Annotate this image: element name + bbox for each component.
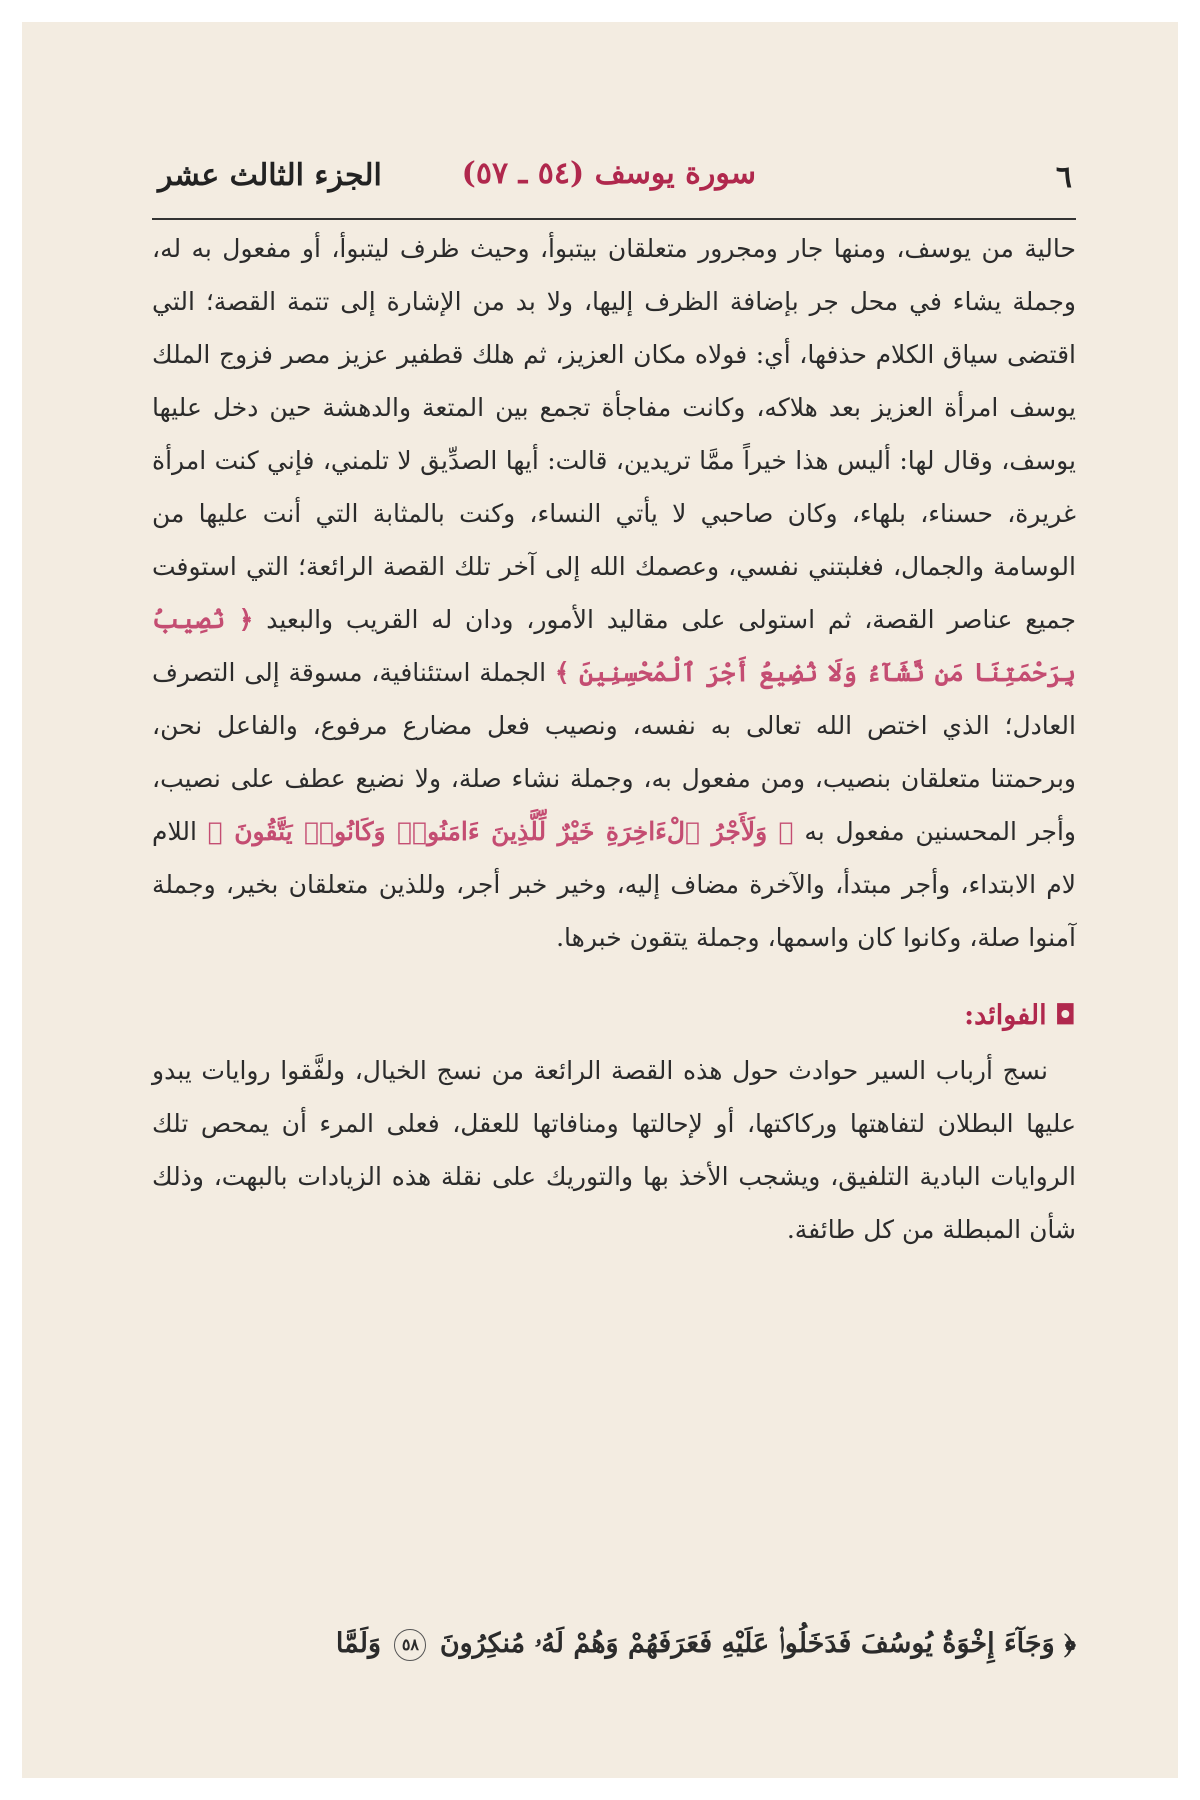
footer-verse <box>132 1628 1076 1661</box>
commentary-text-a: حالية من يوسف، ومنها جار ومجرور متعلقان بيتبوأ، وحيث ظرف ليتبوأ، أو مفعول به له، وجملة يشاء في محل جر بإضافة الظرف إليها، ولا بد من الإشارة إلى تتمة القصة؛ التي اقتضى سياق الكلام حذفها، أي: فولاه مكان العزيز، ثم هلك قطفير عزيز مصر فزوج الملك يوسف امرأة العزيز بعد هلاكه، وكانت مفاجأة تجمع بين المتعة والدهشة حين دخل عليها يوسف، وقال لها: أليس هذا خيراً ممَّا تريدين، قالت: أيها الصدِّيق لا تلمني، فإني كنت امرأة غريرة، حسناء، بلهاء، وكان صاحبي لا يأتي النساء، وكنت بالمثابة التي أنت عليها من الوسامة والجمال، فغلبتني نفسي، وعصمك الله إلى آخر تلك القصة الرائعة؛ التي استوفت جميع عناصر القصة، ثم استولى على مقاليد الأمور، ودان له القريب والبعيد <box>152 234 1077 634</box>
commentary-text-c: اللام لام الابتداء، وأجر مبتدأ، والآخرة مضاف إليه، وخير خبر أجر، وللذين متعلقان بخير، وجملة آمنوا صلة، وكانوا كان واسمها، وجملة يتقون خبرها. <box>152 817 1076 952</box>
ayah-number-marker: ٥٨ <box>394 1629 426 1661</box>
page-body <box>152 222 1076 1256</box>
fawaid-bullet-icon: ◘ <box>1054 1000 1076 1031</box>
part-title: الجزء الثالث عشر <box>158 158 382 193</box>
page-number: ٦ <box>1055 160 1072 195</box>
fawaid-heading <box>152 988 1076 1044</box>
surah-title: سورة يوسف (٥٤ ـ ٥٧) <box>461 156 756 191</box>
quran-quote-2: ﴿ وَلَأَجْرُ ٱلْءَاخِرَةِ خَيْرٌ لِّلَّذِينَ ءَامَنُوا۟ وَكَانُوا۟ يَتَّقُونَ ﴾ <box>207 817 794 846</box>
commentary-paragraph <box>152 222 1076 964</box>
footer-verse-continuation: وَلَمَّا <box>335 1628 381 1659</box>
fawaid-paragraph: نسج أرباب السير حوادث حول هذه القصة الرائعة من نسج الخيال، ولفَّقوا روايات يبدو عليها البطلان لتفاهتها وركاكتها، أو لإحالتها ومنافاتها للعقل، فعلى المرء أن يمحص تلك الروايات البادية التلفيق، ويشجب الأخذ بها والتوريك على نقلة هذه الزيادات بالبهت، وذلك شأن المبطلة من كل طائفة. <box>152 1056 1076 1244</box>
fawaid-title: الفوائد: <box>964 1000 1047 1031</box>
book-page <box>22 22 1178 1778</box>
page-header <box>152 146 1076 220</box>
commentary-text-b: الجملة استئنافية، مسوقة إلى التصرف العادل؛ الذي اختص الله تعالى به نفسه، ونصيب فعل مضارع مرفوع، والفاعل نحن، وبرحمتنا متعلقان بنصيب، ومن مفعول به، وجملة نشاء صلة، ولا نضيع عطف على نصيب، وأجر المحسنين مفعول به <box>152 658 1076 846</box>
quran-quote-1: ﴿ نُصِيبُ بِرَحْمَتِنَا مَن نَّشَآءُ وَلَا نُضِيعُ أَجْرَ ٱلْمُحْسِنِينَ ﴾ <box>152 605 1076 687</box>
footer-verse-text: ﴿ وَجَآءَ إِخْوَةُ يُوسُفَ فَدَخَلُوا۟ عَلَيْهِ فَعَرَفَهُمْ وَهُمْ لَهُۥ مُنكِرُونَ <box>439 1628 1076 1659</box>
